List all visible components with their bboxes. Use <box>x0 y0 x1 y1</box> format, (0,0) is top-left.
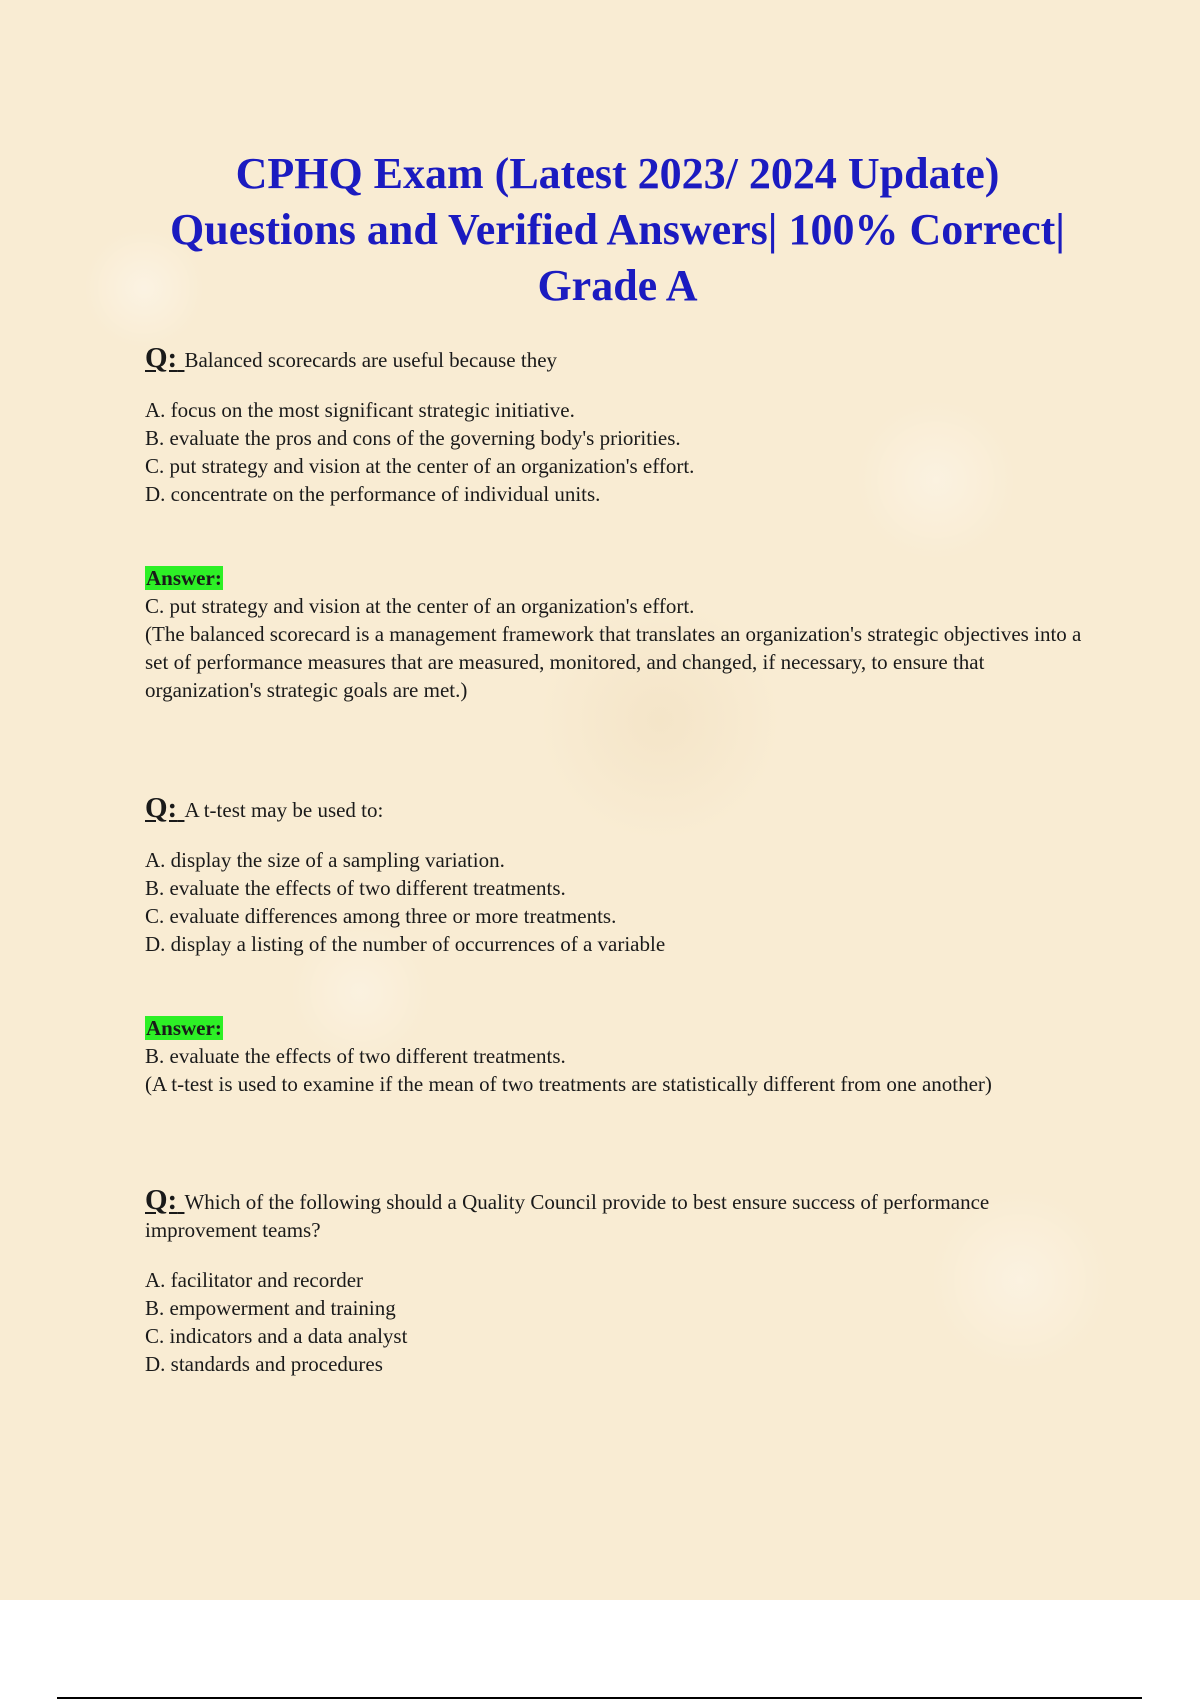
question-block-1 <box>145 344 1085 704</box>
option-d: D. standards and procedures <box>145 1352 383 1376</box>
spacer <box>145 1098 1085 1186</box>
option-c: C. indicators and a data analyst <box>145 1324 408 1348</box>
question-prefix: Q: <box>145 342 178 374</box>
question-body: Which of the following should a Quality Council provide to best ensure success of performance improvement teams? <box>145 1190 990 1242</box>
spacer <box>145 704 1085 794</box>
option-list <box>145 846 1085 958</box>
option-list <box>145 1266 1085 1378</box>
question-prefix: Q: <box>145 1184 178 1216</box>
option-b: B. evaluate the pros and cons of the governing body's priorities. <box>145 426 681 450</box>
document-body <box>145 344 1085 1378</box>
question-block-2 <box>145 794 1085 1098</box>
answer-block <box>145 1014 1085 1098</box>
document-title: CPHQ Exam (Latest 2023/ 2024 Update) Questions and Verified Answers| 100% Correct| Grade A <box>170 149 1065 310</box>
answer-text: C. put strategy and vision at the center of an organization's effort. <box>145 594 695 618</box>
option-a: A. focus on the most significant strategic initiative. <box>145 398 575 422</box>
option-list <box>145 396 1085 508</box>
option-b: B. empowerment and training <box>145 1296 396 1320</box>
option-c: C. evaluate differences among three or more treatments. <box>145 904 617 928</box>
answer-explanation: (A t-test is used to examine if the mean of two treatments are statistically different from one another) <box>145 1072 992 1096</box>
answer-text: B. evaluate the effects of two different treatments. <box>145 1044 566 1068</box>
option-b: B. evaluate the effects of two different treatments. <box>145 876 566 900</box>
question-text <box>145 344 1085 374</box>
question-body: A t-test may be used to: <box>184 798 384 822</box>
question-block-3 <box>145 1186 1085 1378</box>
option-d: D. concentrate on the performance of individual units. <box>145 482 601 506</box>
answer-explanation: (The balanced scorecard is a management framework that translates an organization's strategic objectives into a set of performance measures that are measured, monitored, and changed, if necessary, to ensure that organization's strategic goals are met.) <box>145 622 1082 702</box>
question-prefix: Q: <box>145 792 178 824</box>
question-body: Balanced scorecards are useful because they <box>184 348 558 372</box>
answer-label: Answer: <box>146 1016 222 1040</box>
answer-block <box>145 564 1085 704</box>
option-c: C. put strategy and vision at the center of an organization's effort. <box>145 454 695 478</box>
question-text <box>145 1186 1085 1244</box>
option-a: A. display the size of a sampling variation. <box>145 848 505 872</box>
option-a: A. facilitator and recorder <box>145 1268 364 1292</box>
question-text <box>145 794 1085 824</box>
option-d: D. display a listing of the number of occurrences of a variable <box>145 932 666 956</box>
footer-divider <box>57 1697 1142 1699</box>
answer-label: Answer: <box>146 566 222 590</box>
